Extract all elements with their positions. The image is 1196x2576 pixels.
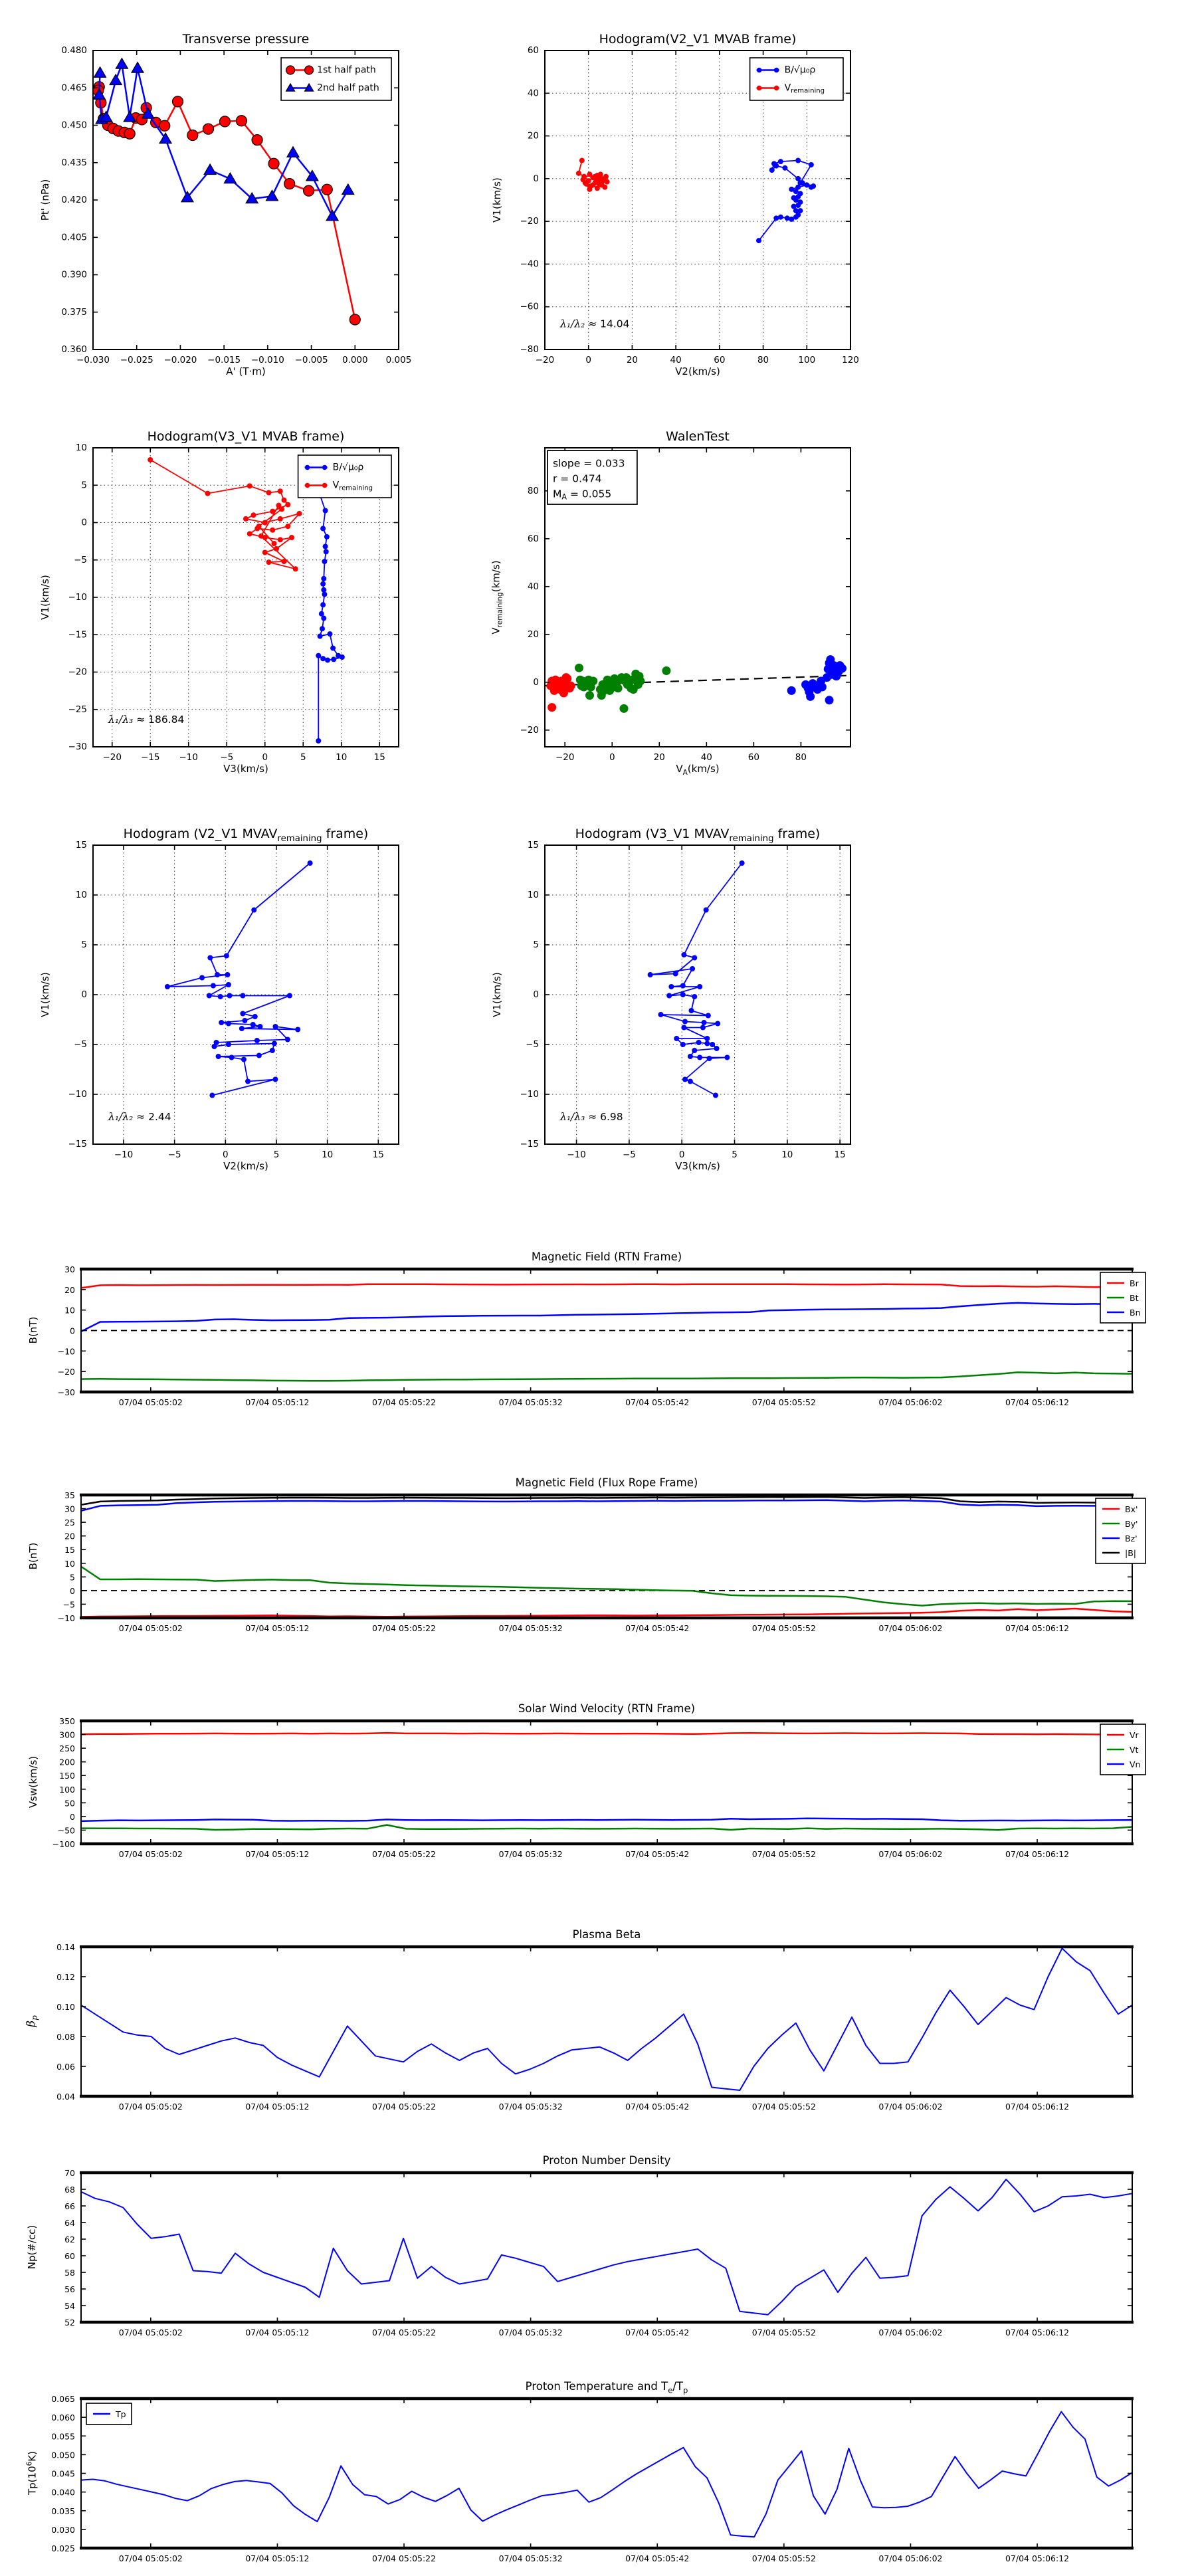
fig-hodogram-v3v1-mvav xyxy=(478,813,877,1189)
chart-title: Magnetic Field (Flux Rope Frame) xyxy=(515,1476,698,1489)
svg-text:0: 0 xyxy=(70,1326,75,1336)
svg-text:−20: −20 xyxy=(535,355,555,365)
svg-text:07/04 05:05:02: 07/04 05:05:02 xyxy=(118,2328,183,2337)
svg-text:−5: −5 xyxy=(526,1039,539,1050)
svg-text:0.045: 0.045 xyxy=(51,2468,75,2478)
svg-text:slope = 0.033: slope = 0.033 xyxy=(553,457,625,470)
svg-text:0.465: 0.465 xyxy=(61,82,87,94)
svg-text:15: 15 xyxy=(75,840,87,850)
svg-text:07/04 05:05:52: 07/04 05:05:52 xyxy=(751,2328,816,2337)
svg-text:5: 5 xyxy=(300,752,306,763)
svg-text:07/04 05:05:42: 07/04 05:05:42 xyxy=(625,1623,690,1633)
svg-text:07/04 05:05:22: 07/04 05:05:22 xyxy=(371,1623,437,1633)
y-axis-label: V1(km/s) xyxy=(39,972,51,1017)
fig-transverse-pressure xyxy=(27,19,425,395)
svg-text:0: 0 xyxy=(81,989,87,1000)
svg-text:0: 0 xyxy=(678,1149,685,1160)
top-panel-grid xyxy=(0,0,1196,1200)
svg-text:200: 200 xyxy=(59,1757,75,1767)
fig-proton-temperature xyxy=(7,2376,1189,2576)
svg-text:λ₁/λ₂ ≈ 14.04: λ₁/λ₂ ≈ 14.04 xyxy=(560,318,630,330)
svg-text:07/04 05:06:02: 07/04 05:06:02 xyxy=(878,2553,943,2563)
bfield-rtn-plot xyxy=(7,1246,1189,1420)
svg-text:07/04 05:05:52: 07/04 05:05:52 xyxy=(751,2102,816,2112)
svg-text:07/04 05:05:02: 07/04 05:05:02 xyxy=(118,1623,183,1633)
svg-text:0: 0 xyxy=(533,989,539,1000)
svg-text:−10: −10 xyxy=(520,1089,539,1100)
svg-text:0: 0 xyxy=(533,676,539,688)
svg-text:120: 120 xyxy=(842,355,859,365)
svg-text:−5: −5 xyxy=(167,1149,181,1160)
svg-text:20: 20 xyxy=(64,1284,75,1295)
svg-text:60: 60 xyxy=(714,355,726,365)
svg-text:15: 15 xyxy=(372,1149,384,1160)
y-axis-label: V1(km/s) xyxy=(491,177,503,223)
svg-text:0.360: 0.360 xyxy=(61,344,87,355)
walen-test-plot xyxy=(478,416,877,792)
svg-text:0.480: 0.480 xyxy=(61,45,87,56)
svg-text:0.050: 0.050 xyxy=(51,2449,75,2460)
svg-text:07/04 05:06:12: 07/04 05:06:12 xyxy=(1005,2328,1070,2337)
svg-text:0.435: 0.435 xyxy=(61,157,87,168)
svg-text:−100: −100 xyxy=(52,1838,75,1849)
svg-text:5: 5 xyxy=(732,1149,738,1160)
svg-text:Vr: Vr xyxy=(1130,1730,1139,1740)
svg-text:|B|: |B| xyxy=(1125,1547,1136,1558)
svg-text:B/√μ₀ρ: B/√μ₀ρ xyxy=(784,64,816,76)
svg-text:−10: −10 xyxy=(567,1149,586,1160)
svg-text:07/04 05:05:12: 07/04 05:05:12 xyxy=(245,2328,310,2337)
svg-text:0.065: 0.065 xyxy=(51,2393,75,2404)
svg-text:1st half path: 1st half path xyxy=(317,64,376,76)
chart-title: Plasma Beta xyxy=(572,1928,641,1941)
svg-text:0.055: 0.055 xyxy=(51,2430,75,2441)
svg-text:0.420: 0.420 xyxy=(61,195,87,205)
hodogram-v3v1-mvav-plot xyxy=(478,813,877,1189)
y-axis-label: V1(km/s) xyxy=(491,972,503,1017)
svg-text:07/04 05:05:42: 07/04 05:05:42 xyxy=(625,2102,690,2112)
svg-text:66: 66 xyxy=(64,2201,75,2211)
svg-text:−30: −30 xyxy=(68,742,87,752)
svg-text:−10: −10 xyxy=(114,1149,134,1160)
svg-text:0.005: 0.005 xyxy=(385,355,412,365)
svg-text:07/04 05:06:02: 07/04 05:06:02 xyxy=(878,1849,943,1859)
svg-text:40: 40 xyxy=(670,355,682,365)
svg-text:−0.025: −0.025 xyxy=(120,355,153,365)
svg-text:15: 15 xyxy=(64,1544,75,1555)
svg-text:07/04 05:06:02: 07/04 05:06:02 xyxy=(878,1623,943,1633)
svg-text:50: 50 xyxy=(64,1797,75,1808)
svg-text:−10: −10 xyxy=(179,752,198,763)
y-axis-label: $V_{remaining}(km/s)$ xyxy=(490,560,504,635)
svg-text:20: 20 xyxy=(527,629,539,640)
svg-text:−10: −10 xyxy=(57,1345,75,1356)
svg-text:0.450: 0.450 xyxy=(61,120,87,131)
svg-text:56: 56 xyxy=(64,2284,75,2294)
svg-text:80: 80 xyxy=(527,485,539,496)
svg-text:20: 20 xyxy=(626,355,639,365)
fig-proton-density xyxy=(7,2150,1189,2350)
svg-text:40: 40 xyxy=(700,752,712,763)
svg-text:15: 15 xyxy=(834,1149,846,1160)
svg-text:07/04 05:05:32: 07/04 05:05:32 xyxy=(498,2102,563,2112)
svg-text:2nd half path: 2nd half path xyxy=(317,82,379,94)
svg-text:10: 10 xyxy=(75,890,87,900)
svg-text:40: 40 xyxy=(527,581,539,592)
fig-bfield-fluxrope xyxy=(7,1472,1189,1646)
svg-text:λ₁/λ₂ ≈ 2.44: λ₁/λ₂ ≈ 2.44 xyxy=(108,1111,171,1123)
plasma-beta-plot xyxy=(7,1924,1189,2124)
svg-text:350: 350 xyxy=(59,1716,75,1726)
svg-text:07/04 05:05:12: 07/04 05:05:12 xyxy=(245,1623,310,1633)
svg-text:80: 80 xyxy=(795,752,807,763)
svg-text:0: 0 xyxy=(609,752,615,763)
svg-text:07/04 05:05:22: 07/04 05:05:22 xyxy=(371,2328,437,2337)
svg-text:07/04 05:05:22: 07/04 05:05:22 xyxy=(371,2102,437,2112)
svg-text:0.030: 0.030 xyxy=(51,2524,75,2535)
svg-text:07/04 05:06:12: 07/04 05:06:12 xyxy=(1005,1397,1070,1407)
fig-hodogram-v2v1-mvab xyxy=(478,19,877,395)
svg-text:0: 0 xyxy=(70,1585,75,1596)
y-axis-label: V1(km/s) xyxy=(39,575,51,620)
svg-text:0: 0 xyxy=(262,752,268,763)
svg-text:Vremaining​: $V_{remaining}$ xyxy=(784,82,825,94)
svg-text:07/04 05:06:02: 07/04 05:06:02 xyxy=(878,2328,943,2337)
svg-text:0.000: 0.000 xyxy=(342,355,368,365)
svg-text:07/04 05:05:42: 07/04 05:05:42 xyxy=(625,1397,690,1407)
svg-text:35: 35 xyxy=(64,1490,75,1500)
svg-text:07/04 05:05:22: 07/04 05:05:22 xyxy=(371,1397,437,1407)
svg-text:0: 0 xyxy=(585,355,592,365)
svg-text:−15: −15 xyxy=(141,752,160,763)
svg-text:40: 40 xyxy=(527,88,539,99)
svg-text:−80: −80 xyxy=(520,344,539,355)
transverse-pressure-plot xyxy=(27,19,425,395)
svg-text:−0.020: −0.020 xyxy=(163,355,197,365)
svg-text:62: 62 xyxy=(64,2234,75,2244)
svg-text:Tp: Tp xyxy=(116,2409,126,2419)
svg-text:−5: −5 xyxy=(622,1149,636,1160)
svg-text:0.375: 0.375 xyxy=(61,306,87,318)
svg-text:Bn: Bn xyxy=(1130,1307,1141,1318)
svg-text:58: 58 xyxy=(64,2267,75,2278)
svg-text:07/04 05:05:32: 07/04 05:05:32 xyxy=(498,2328,563,2337)
y-axis-label: Vsw(km/s) xyxy=(27,1755,39,1809)
svg-text:Vt: Vt xyxy=(1130,1744,1139,1755)
chart-title: Hodogram (V3_V1 $MVAV_{remaining}$ frame) xyxy=(575,827,821,844)
svg-text:−10: −10 xyxy=(57,1613,75,1623)
chart-title: Transverse pressure xyxy=(182,32,310,47)
chart-title: Proton Temperature and $T_e/T_p$ xyxy=(525,2380,688,2395)
svg-text:07/04 05:05:52: 07/04 05:05:52 xyxy=(751,1623,816,1633)
svg-text:15: 15 xyxy=(373,752,385,763)
svg-text:−20: −20 xyxy=(555,752,575,763)
svg-text:60: 60 xyxy=(64,2250,75,2261)
svg-text:07/04 05:05:42: 07/04 05:05:42 xyxy=(625,2328,690,2337)
svg-text:−20: −20 xyxy=(68,666,87,678)
svg-text:−25: −25 xyxy=(68,704,87,715)
svg-text:07/04 05:06:12: 07/04 05:06:12 xyxy=(1005,2553,1070,2563)
svg-text:07/04 05:05:02: 07/04 05:05:02 xyxy=(118,1849,183,1859)
svg-text:30: 30 xyxy=(64,1264,75,1274)
svg-text:0.14: 0.14 xyxy=(56,1941,75,1952)
svg-text:MA​ = 0.055: $M_A = 0.055$ xyxy=(553,488,612,501)
fig-walen-test xyxy=(478,416,877,792)
y-axis-label: B(nT) xyxy=(27,1542,39,1570)
y-axis-label: $Tp(10^6K)$ xyxy=(25,2450,39,2496)
y-axis-label: Np(#/cc) xyxy=(26,2225,38,2270)
svg-text:10: 10 xyxy=(75,443,87,453)
svg-text:07/04 05:05:12: 07/04 05:05:12 xyxy=(245,1397,310,1407)
svg-text:5: 5 xyxy=(70,1571,75,1582)
svg-text:60: 60 xyxy=(747,752,759,763)
y-axis-label: Pt' (nPa) xyxy=(39,179,51,221)
svg-text:07/04 05:05:32: 07/04 05:05:32 xyxy=(498,1397,563,1407)
svg-text:−5: −5 xyxy=(74,554,87,565)
svg-text:5: 5 xyxy=(81,480,87,491)
svg-text:0.390: 0.390 xyxy=(61,269,87,280)
x-axis-label: $V_A(km/s)$ xyxy=(676,763,720,777)
svg-text:68: 68 xyxy=(64,2184,75,2195)
fig-hodogram-v3v1-mvab xyxy=(27,416,425,792)
svg-text:10: 10 xyxy=(322,1149,334,1160)
fig-velocity-rtn xyxy=(7,1698,1189,1872)
svg-text:07/04 05:06:12: 07/04 05:06:12 xyxy=(1005,2102,1070,2112)
svg-text:07/04 05:05:52: 07/04 05:05:52 xyxy=(751,1849,816,1859)
svg-text:07/04 05:05:12: 07/04 05:05:12 xyxy=(245,1849,310,1859)
svg-text:r = 0.474: r = 0.474 xyxy=(553,472,602,485)
svg-text:0.12: 0.12 xyxy=(56,1971,75,1982)
svg-text:By': By' xyxy=(1125,1518,1138,1529)
svg-text:80: 80 xyxy=(757,355,769,365)
chart-title: Magnetic Field (RTN Frame) xyxy=(531,1250,682,1263)
svg-text:0.040: 0.040 xyxy=(51,2487,75,2498)
x-axis-label: V2(km/s) xyxy=(675,365,720,377)
svg-text:300: 300 xyxy=(59,1730,75,1740)
svg-text:Bz': Bz' xyxy=(1125,1533,1138,1543)
svg-text:0: 0 xyxy=(70,1811,75,1822)
svg-text:−20: −20 xyxy=(520,216,539,227)
bfield-fluxrope-plot xyxy=(7,1472,1189,1646)
svg-text:−5: −5 xyxy=(74,1039,87,1050)
svg-text:λ₁/λ₃ ≈ 186.84: λ₁/λ₃ ≈ 186.84 xyxy=(108,714,185,726)
svg-text:10: 10 xyxy=(64,1305,75,1316)
svg-text:−20: −20 xyxy=(520,724,539,736)
hodogram-v3v1-mvab-plot xyxy=(27,416,425,792)
svg-text:0.035: 0.035 xyxy=(51,2506,75,2516)
svg-text:−5: −5 xyxy=(62,1599,75,1609)
velocity-rtn-plot xyxy=(7,1698,1189,1872)
svg-text:07/04 05:05:52: 07/04 05:05:52 xyxy=(751,1397,816,1407)
chart-title: Hodogram(V3_V1 MVAB frame) xyxy=(147,429,345,444)
svg-text:0.08: 0.08 xyxy=(56,2031,75,2042)
svg-text:10: 10 xyxy=(527,890,539,900)
svg-text:0.06: 0.06 xyxy=(56,2061,75,2072)
svg-text:25: 25 xyxy=(64,1517,75,1528)
svg-text:−15: −15 xyxy=(68,629,87,641)
hodogram-v2v1-mvav-plot xyxy=(27,813,425,1189)
svg-text:5: 5 xyxy=(81,940,87,950)
svg-text:70: 70 xyxy=(64,2167,75,2178)
svg-text:07/04 05:05:12: 07/04 05:05:12 xyxy=(245,2102,310,2112)
svg-text:5: 5 xyxy=(273,1149,280,1160)
svg-text:0.025: 0.025 xyxy=(51,2543,75,2553)
svg-text:150: 150 xyxy=(59,1770,75,1781)
svg-text:0: 0 xyxy=(81,517,87,528)
svg-text:−0.005: −0.005 xyxy=(294,355,328,365)
x-axis-label: V2(km/s) xyxy=(223,1160,268,1172)
svg-text:Bt: Bt xyxy=(1130,1292,1139,1303)
svg-text:−5: −5 xyxy=(220,752,234,763)
svg-text:07/04 05:06:02: 07/04 05:06:02 xyxy=(878,1397,943,1407)
svg-text:20: 20 xyxy=(64,1531,75,1541)
svg-text:B/√μ₀ρ: B/√μ₀ρ xyxy=(332,462,364,473)
svg-text:07/04 05:05:12: 07/04 05:05:12 xyxy=(245,2553,310,2563)
svg-text:0: 0 xyxy=(533,173,539,184)
svg-text:64: 64 xyxy=(64,2217,75,2228)
y-axis-label: B(nT) xyxy=(27,1316,39,1344)
svg-text:15: 15 xyxy=(527,840,539,850)
chart-title: Hodogram(V2_V1 MVAB frame) xyxy=(599,32,797,47)
svg-text:−10: −10 xyxy=(68,592,87,603)
y-axis-label: $\beta_p$ xyxy=(24,2015,40,2027)
svg-text:−20: −20 xyxy=(102,752,122,763)
svg-text:5: 5 xyxy=(533,940,539,950)
svg-text:07/04 05:06:12: 07/04 05:06:12 xyxy=(1005,1849,1070,1859)
svg-text:0: 0 xyxy=(223,1149,229,1160)
svg-text:−50: −50 xyxy=(57,1825,75,1835)
svg-text:0.405: 0.405 xyxy=(61,232,87,243)
svg-text:07/04 05:05:22: 07/04 05:05:22 xyxy=(371,2553,437,2563)
chart-title: WalenTest xyxy=(666,429,730,444)
svg-text:Bx': Bx' xyxy=(1125,1504,1138,1514)
svg-text:10: 10 xyxy=(64,1558,75,1569)
svg-text:07/04 05:05:52: 07/04 05:05:52 xyxy=(751,2553,816,2563)
svg-text:0.10: 0.10 xyxy=(56,2001,75,2012)
x-axis-label: V3(km/s) xyxy=(675,1160,720,1172)
svg-text:Vremaining​: $V_{remaining}$ xyxy=(332,480,373,492)
svg-text:−15: −15 xyxy=(520,1139,539,1149)
svg-text:100: 100 xyxy=(59,1784,75,1795)
svg-text:07/04 05:05:32: 07/04 05:05:32 xyxy=(498,1849,563,1859)
svg-text:−30: −30 xyxy=(57,1387,75,1397)
svg-text:07/04 05:06:02: 07/04 05:06:02 xyxy=(878,2102,943,2112)
fig-hodogram-v2v1-mvav xyxy=(27,813,425,1189)
svg-text:0.04: 0.04 xyxy=(56,2091,75,2102)
svg-text:λ₁/λ₃ ≈ 6.98: λ₁/λ₃ ≈ 6.98 xyxy=(560,1111,623,1123)
svg-text:07/04 05:05:42: 07/04 05:05:42 xyxy=(625,1849,690,1859)
svg-text:−15: −15 xyxy=(68,1139,87,1149)
svg-text:−20: −20 xyxy=(57,1366,75,1377)
svg-text:52: 52 xyxy=(64,2317,75,2328)
svg-text:−10: −10 xyxy=(68,1089,87,1100)
proton-density-plot xyxy=(7,2150,1189,2350)
svg-text:Br: Br xyxy=(1130,1278,1139,1288)
svg-text:100: 100 xyxy=(798,355,816,365)
svg-text:−60: −60 xyxy=(520,301,539,312)
svg-text:−0.010: −0.010 xyxy=(250,355,284,365)
svg-text:250: 250 xyxy=(59,1743,75,1753)
svg-text:−0.015: −0.015 xyxy=(207,355,241,365)
svg-text:07/04 05:05:02: 07/04 05:05:02 xyxy=(118,2102,183,2112)
svg-text:−0.030: −0.030 xyxy=(76,355,110,365)
svg-text:Vn: Vn xyxy=(1130,1759,1141,1769)
svg-text:07/04 05:05:22: 07/04 05:05:22 xyxy=(371,1849,437,1859)
svg-text:07/04 05:05:02: 07/04 05:05:02 xyxy=(118,1397,183,1407)
svg-text:60: 60 xyxy=(527,45,539,56)
svg-text:10: 10 xyxy=(781,1149,793,1160)
x-axis-label: A' (T·m) xyxy=(226,365,266,377)
svg-text:07/04 05:05:32: 07/04 05:05:32 xyxy=(498,1623,563,1633)
svg-text:07/04 05:05:32: 07/04 05:05:32 xyxy=(498,2553,563,2563)
svg-text:20: 20 xyxy=(527,130,539,142)
chart-title: Hodogram (V2_V1 $MVAV_{remaining}$ frame) xyxy=(123,827,369,844)
proton-temperature-plot xyxy=(7,2376,1189,2576)
svg-text:−40: −40 xyxy=(520,258,539,270)
chart-title: Solar Wind Velocity (RTN Frame) xyxy=(518,1702,696,1715)
svg-text:07/04 05:05:42: 07/04 05:05:42 xyxy=(625,2553,690,2563)
svg-text:07/04 05:06:12: 07/04 05:06:12 xyxy=(1005,1623,1070,1633)
svg-text:20: 20 xyxy=(653,752,665,763)
chart-title: Proton Number Density xyxy=(542,2154,671,2167)
svg-text:0.060: 0.060 xyxy=(51,2412,75,2423)
x-axis-label: V3(km/s) xyxy=(223,763,268,775)
svg-text:07/04 05:05:02: 07/04 05:05:02 xyxy=(118,2553,183,2563)
fig-bfield-rtn xyxy=(7,1246,1189,1420)
svg-text:60: 60 xyxy=(527,533,539,544)
svg-text:30: 30 xyxy=(64,1504,75,1514)
svg-text:54: 54 xyxy=(64,2300,75,2311)
hodogram-v2v1-mvab-plot xyxy=(478,19,877,395)
svg-text:10: 10 xyxy=(336,752,348,763)
fig-plasma-beta xyxy=(7,1924,1189,2124)
